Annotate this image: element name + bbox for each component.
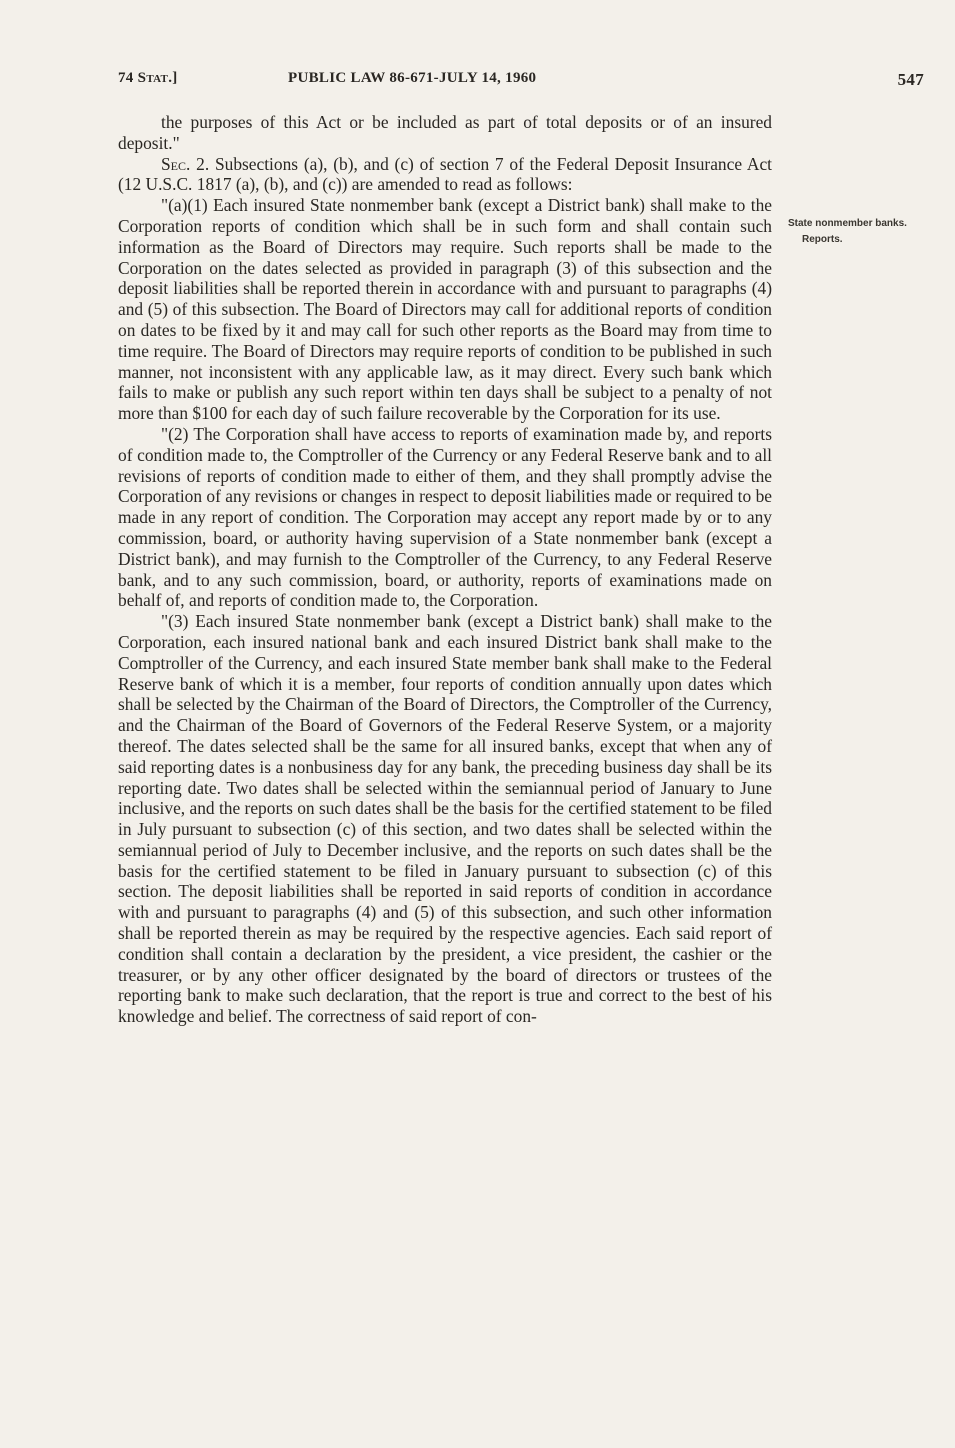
margin-notes [788, 218, 938, 245]
section-label: Sec. [161, 153, 191, 174]
paragraph-2: "(2) The Corporation shall have access to reports of examination made by, and reports of condition made to, the Comptroller of the Currency or any Federal Reserve bank and to all revisions of reports of condition made to either of them, and they shall promptly advise the Corporation of any revisions or changes in respect to deposit liabilities made or required to be made in any report of condition. The Corporation may accept any report made by or to any commission, board, or authority having supervision of a State nonmember bank (except a District bank), and may furnish to the Comptroller of the Currency, to any Federal Reserve bank, and to any such commission, board, or authority, reports of examinations made on behalf of, and reports of condition made to, the Corporation. [118, 423, 772, 611]
section-2-text: 2. Subsections (a), (b), and (c) of section 7 of the Federal Deposit Insurance Act (12 U.S.C. 1817 (a), (b), and (c)) are amended to read as follows: [118, 153, 772, 195]
body-text [118, 112, 772, 1027]
page-header [118, 70, 924, 94]
header-title: PUBLIC LAW 86-671-JULY 14, 1960 [288, 70, 537, 86]
header-citation [118, 70, 178, 87]
header-bracket: ] [172, 70, 178, 86]
paragraph-section-2 [118, 154, 772, 196]
header-volume: 74 [118, 70, 134, 86]
paragraph-3: "(3) Each insured State nonmember bank (except a District bank) shall make to the Corporation, each insured national bank and each insured District bank shall make to the Comptroller of the Currency, and each insured State member bank shall make to the Federal Reserve bank of which it is a member, four reports of condition annually upon dates which shall be selected by the Chairman of the Board of Directors, the Comptroller of the Currency, and the Chairman of the Board of Governors of the Federal Reserve System, or a majority thereof. The dates selected shall be the same for all insured banks, except that when any of said reporting dates is a nonbusiness day for any bank, the preceding business day shall be its reporting date. Two dates shall be selected within the semiannual period of January to June inclusive, and the reports on such dates shall be the basis for the certified statement to be filed in July pursuant to subsection (c) of this section, and two dates shall be selected within the semiannual period of July to December inclusive, and the reports on such dates shall be the basis for the certified statement to be filed in January pursuant to subsection (c) of this section. The deposit liabilities shall be reported in said reports of condition in accordance with and pursuant to paragraphs (4) and (5) of this subsection, and such other information shall be reported therein as may be required by the respective agencies. Each said report of condition shall contain a declaration by the president, a vice president, the cashier or the treasurer, or by any other officer designated by the board of directors or trustees of the reporting bank to make such declaration, that the report is true and correct to the best of his knowledge and belief. The correctness of said report of con- [118, 611, 772, 1027]
margin-note-state-nonmember-banks: State nonmember banks. [788, 218, 907, 229]
margin-note-reports: Reports. [802, 233, 843, 245]
paragraph-a1: "(a)(1) Each insured State nonmember bank (except a District bank) shall make to the Corporation reports of condition which shall be in such form and shall contain such information as the Board of Directors may require. Such reports shall be made to the Corporation on the dates selected as provided in paragraph (3) of this subsection and the deposit liabilities shall be reported therein in accordance with and pursuant to paragraphs (4) and (5) of this subsection. The Board of Directors may call for additional reports of condition on dates to be fixed by it and may call for such other reports as the Board may from time to time require. The Board of Directors may require reports of condition to be published in such manner, not inconsistent with any applicable law, as it may direct. Every such bank which fails to make or publish any such report within ten days shall be subject to a penalty of not more than $100 for each day of such failure recoverable by the Corporation for its use. [118, 195, 772, 424]
paragraph-continuation: the purposes of this Act or be included as part of total deposits or of an insured deposit." [118, 112, 772, 153]
header-stat: Stat. [137, 70, 173, 86]
page-number: 547 [897, 70, 924, 89]
